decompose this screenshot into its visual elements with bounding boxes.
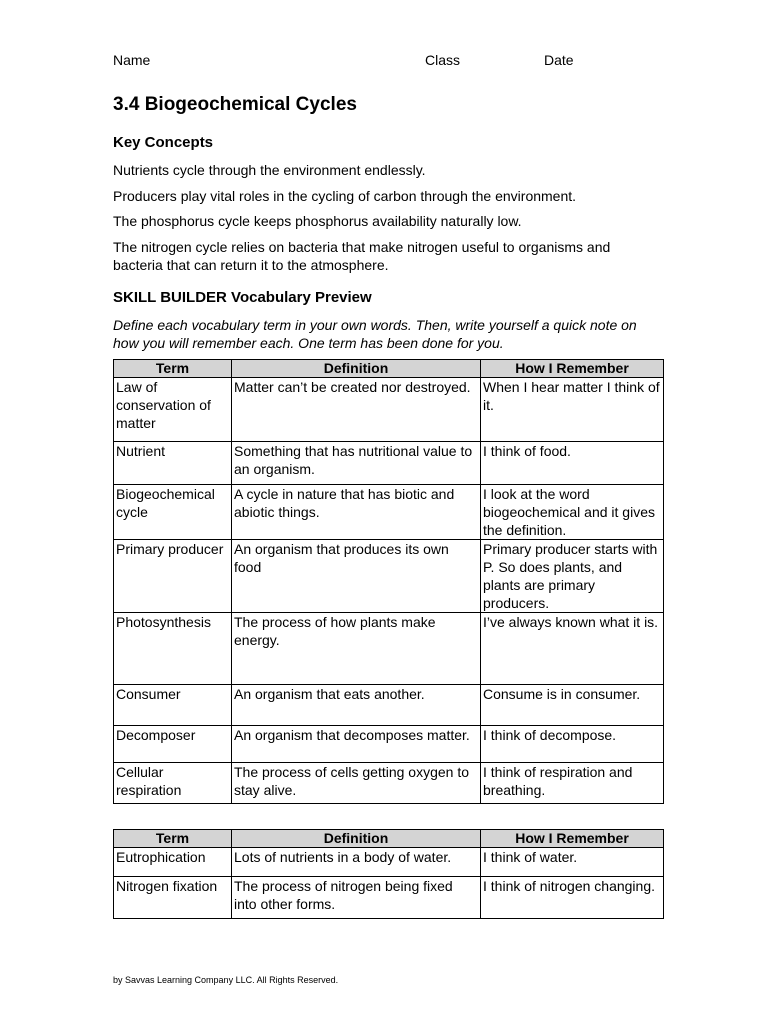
remember-cell: When I hear matter I think of it. xyxy=(481,378,664,442)
key-concept-1: Nutrients cycle through the environment endlessly. xyxy=(113,162,426,178)
copyright-footer: by Savvas Learning Company LLC. All Rights Reserved. xyxy=(113,975,339,985)
skill-builder-heading: SKILL BUILDER Vocabulary Preview xyxy=(113,289,372,306)
definition-column-header: Definition xyxy=(232,830,481,848)
definition-cell: Matter can’t be created nor destroyed. xyxy=(232,378,481,442)
table-row xyxy=(114,442,664,485)
table-row xyxy=(114,877,664,919)
table-row xyxy=(114,848,664,877)
term-cell: Nitrogen fixation xyxy=(114,877,232,919)
remember-cell: I think of water. xyxy=(481,848,664,877)
definition-cell: An organism that decomposes matter. xyxy=(232,726,481,763)
table-header-row xyxy=(114,360,664,378)
remember-cell: I think of respiration and breathing. xyxy=(481,763,664,804)
term-cell: Cellular respiration xyxy=(114,763,232,804)
vocabulary-table-1 xyxy=(113,359,664,804)
remember-column-header: How I Remember xyxy=(481,830,664,848)
term-cell: Eutrophication xyxy=(114,848,232,877)
key-concepts-heading: Key Concepts xyxy=(113,134,214,151)
term-column-header: Term xyxy=(114,830,232,848)
definition-cell: Lots of nutrients in a body of water. xyxy=(232,848,481,877)
term-column-header: Term xyxy=(114,360,232,378)
page-title: 3.4 Biogeochemical Cycles xyxy=(113,94,357,115)
definition-cell: Something that has nutritional value to an organism. xyxy=(232,442,481,485)
instructions: Define each vocabulary term in your own words. Then, write yourself a quick note on how you will remember each. One term has been done for you. xyxy=(113,317,637,351)
definition-cell: An organism that eats another. xyxy=(232,685,481,726)
term-cell: Consumer xyxy=(114,685,232,726)
remember-cell: I think of decompose. xyxy=(481,726,664,763)
remember-cell: Primary producer starts with P. So does plants, and plants are primary producers. xyxy=(481,540,664,613)
remember-cell: I think of nitrogen changing. xyxy=(481,877,664,919)
vocabulary-table-2 xyxy=(113,829,664,919)
table-row xyxy=(114,726,664,763)
table-row xyxy=(114,378,664,442)
table-row xyxy=(114,540,664,613)
definition-cell: The process of cells getting oxygen to stay alive. xyxy=(232,763,481,804)
remember-cell: I look at the word biogeochemical and it gives the definition. xyxy=(481,485,664,540)
key-concept-2: Producers play vital roles in the cycling of carbon through the environment. xyxy=(113,188,577,204)
definition-cell: An organism that produces its own food xyxy=(232,540,481,613)
term-cell: Decomposer xyxy=(114,726,232,763)
class-label: Class xyxy=(425,52,461,68)
remember-cell: I’ve always known what it is. xyxy=(481,613,664,685)
remember-cell: I think of food. xyxy=(481,442,664,485)
name-label: Name xyxy=(113,52,151,68)
definition-cell: The process of nitrogen being fixed into other forms. xyxy=(232,877,481,919)
remember-cell: Consume is in consumer. xyxy=(481,685,664,726)
table-header-row xyxy=(114,830,664,848)
key-concept-3: The phosphorus cycle keeps phosphorus availability naturally low. xyxy=(113,213,522,229)
table-row xyxy=(114,485,664,540)
definition-column-header: Definition xyxy=(232,360,481,378)
term-cell: Biogeochemical cycle xyxy=(114,485,232,540)
key-concept-4: The nitrogen cycle relies on bacteria that make nitrogen useful to organisms and bacteria that can return it to the atmosphere. xyxy=(113,239,611,273)
term-cell: Photosynthesis xyxy=(114,613,232,685)
table-row xyxy=(114,685,664,726)
remember-column-header: How I Remember xyxy=(481,360,664,378)
table-row xyxy=(114,763,664,804)
table-row xyxy=(114,613,664,685)
term-cell: Primary producer xyxy=(114,540,232,613)
term-cell: Law of conservation of matter xyxy=(114,378,232,442)
date-label: Date xyxy=(544,52,574,68)
definition-cell: The process of how plants make energy. xyxy=(232,613,481,685)
term-cell: Nutrient xyxy=(114,442,232,485)
definition-cell: A cycle in nature that has biotic and abiotic things. xyxy=(232,485,481,540)
